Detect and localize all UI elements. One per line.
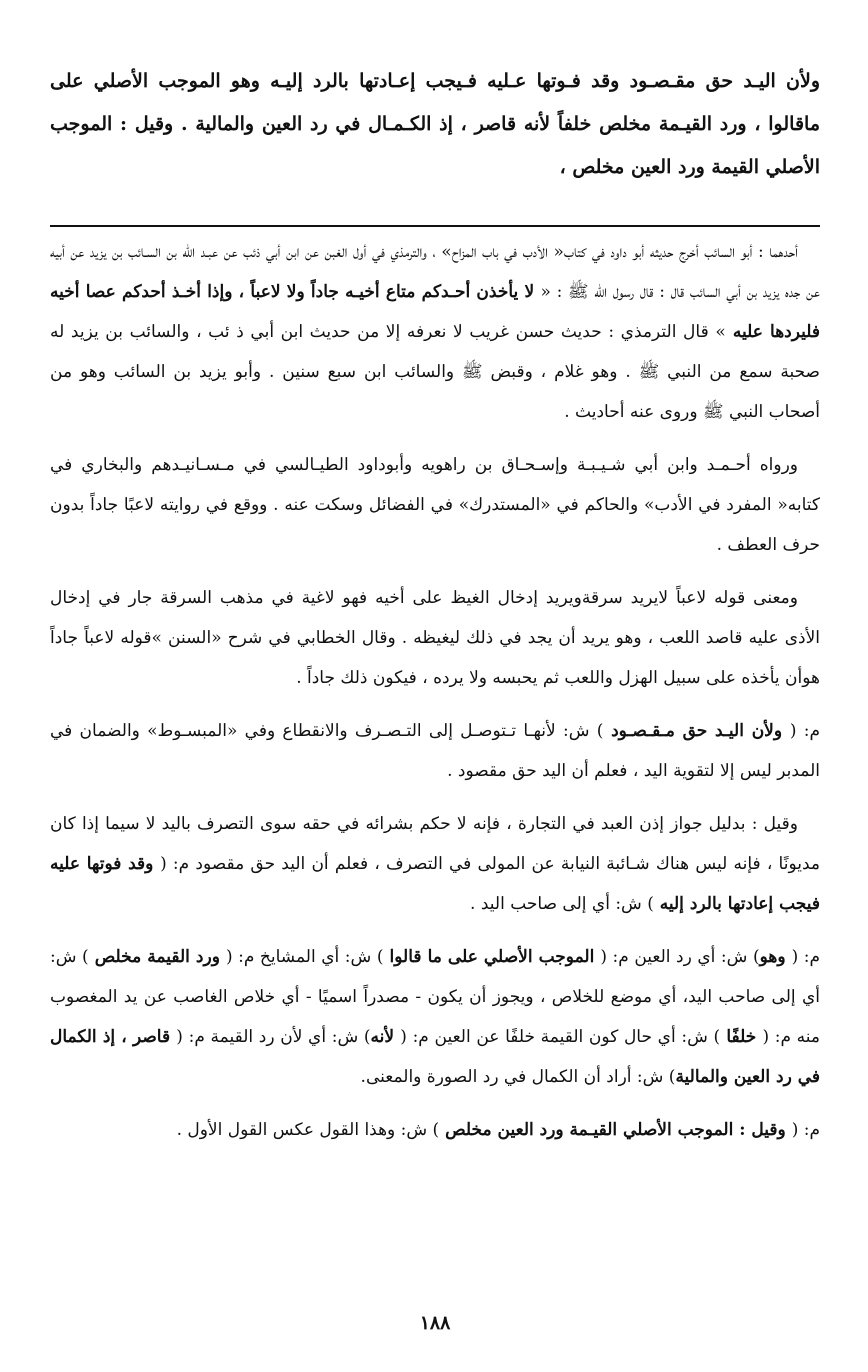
matn-quote: ورد القيمة مخلص	[88, 947, 226, 967]
matn-quote: خلفًا	[720, 1027, 763, 1047]
main-text: ولأن اليـد حق مقـصـود وقد فـوتها عـليه فـيجب إعـادتها بالرد إليـه وهو الموجب الأصلي على ماقالوا ، ورد القيـمة مخلص خلفاً لأنه قاصر ، إذ الكـمـال في رد العين والمالية . وقيل : الموجب الأصلي القيمة ورد العين مخلص ،	[50, 70, 820, 178]
note-text: م: (	[791, 1120, 820, 1140]
matn-quote: وقيل : الموجب الأصلي القيـمة ورد العين مخلص	[439, 1120, 792, 1140]
note-text: أحدهما : أبو السائب أخرج حديثه أبو داود في كتاب« الأدب في باب المزاح» ، والترمذي في أول الغبن عن ابن أبي ذئب عن عبـد الله بن السـائب بن يزيد عن أبيه عن جده يزيد بن أبي السائب قال : قال رسول الله ﷺ : «	[50, 242, 820, 302]
matn-quote: وهو	[759, 947, 792, 967]
page	[50, 60, 820, 1350]
matn-quote: الموجب الأصلي على ما قالوا	[383, 947, 601, 967]
note-text: ) ش: أي رد العين م: (	[600, 947, 760, 967]
matn-quote: قاصر ، إذ الكمال في رد العين والمالية	[50, 1027, 820, 1087]
note-text: » قال الترمذي : حديث حسن غريب لا نعرفه إلا من حديث ابن أبي ذ ئب ، والسائب بن يزيد له صحبة سمع من النبي ﷺ . وهو غلام ، وقبض ﷺ والسائب ابن سبع سنين . وأبو يزيد بن السائب وهو من أصحاب النبي ﷺ وروى عنه أحاديث .	[50, 322, 820, 422]
matn-quote: وقد فوتها عليه فيجب إعادتها بالرد إليه	[50, 854, 820, 914]
page-number: ١٨٨	[419, 1312, 451, 1334]
footnote-divider	[50, 225, 820, 227]
note-text: ) ش: أي إلى صاحب اليد، أي موضع للخلاص ، ويجوز أن يكون - مصدراً اسميًا - أي خلاص الغاصب عن يد المغصوب منه م: (	[50, 947, 821, 1047]
note-text: ) ش: أي لأن رد القيمة م: (	[176, 1027, 371, 1047]
note-text: ) ش: أي إلى صاحب اليد .	[470, 894, 654, 914]
matn-quote: ولأن اليـد حق مـقـصـود	[603, 721, 790, 741]
note-text: م: (	[789, 721, 820, 741]
note-text: ) ش: أراد أن الكمال في رد الصورة والمعنى.	[360, 1067, 676, 1087]
note-text: وقيل : بدليل جواز إذن العبد في التجارة ، فإنه لا حكم بشرائه في حقه سوى التصرف باليد لا سيما إذا كان مديونًا ، فإنه ليس هناك شـائبة النيابة عن المولى في التصرف ، فعلم أن اليد حق مقصود م: (	[50, 814, 821, 874]
note-paragraph-7	[50, 1110, 820, 1150]
matn-quote: لأنه	[370, 1027, 401, 1047]
note-text: ) ش: أي حال كون القيمة خلفًا عن العين م: (	[400, 1027, 721, 1047]
note-text: ) ش: أي المشايخ م: (	[225, 947, 384, 967]
note-paragraph-4	[50, 711, 820, 791]
note-paragraph-2: ورواه أحـمـد وابن أبي شـيـبـة وإسـحـاق بن راهويه وأبوداود الطيـالسي في مـسـانيـدهم والبخاري في كتابه« المفرد في الأدب» والحاكم في «المستدرك» في الفضائل وسكت عنه . ووقع في روايته لاعبًا جاداً بدون حرف العطف .	[50, 455, 820, 555]
note-paragraph-5	[50, 804, 820, 924]
commentary	[50, 232, 820, 1163]
note-paragraph-1	[50, 232, 820, 432]
note-paragraph-6	[50, 937, 820, 1097]
note-text: ) ش: وهذا القول عكس القول الأول .	[176, 1120, 440, 1140]
note-text: م: (	[791, 947, 821, 967]
note-text: ) ش: لأنهـا تـتوصـل إلى التـصـرف والانقطاع وفي «المبسـوط» والضمان في المدبر ليس إلا لتقوية اليد ، فعلم أن اليد حق مقصود .	[50, 721, 820, 781]
hadith-quote: لا يأخذن أحـدكم متاع أخيـه جاداً ولا لاعباً ، وإذا أخـذ أحدكم عصا أخيه فليردها عليه	[50, 282, 820, 342]
note-paragraph-3: ومعنى قوله لاعباً لايريد سرقةويريد إدخال الغيظ على أخيه فهو لاغية في مذهب السرقة جار في إدخال الأذى عليه قاصد اللعب ، وهو يريد أن يجد في ذلك ليغيظه . وقال الخطابي في شرح «السنن »قوله لاعباً جاداً هوأن يأخذه على سبيل الهزل واللعب ثم يحبسه ولا يرده ، فيكون ذلك جاداً .	[50, 588, 820, 688]
